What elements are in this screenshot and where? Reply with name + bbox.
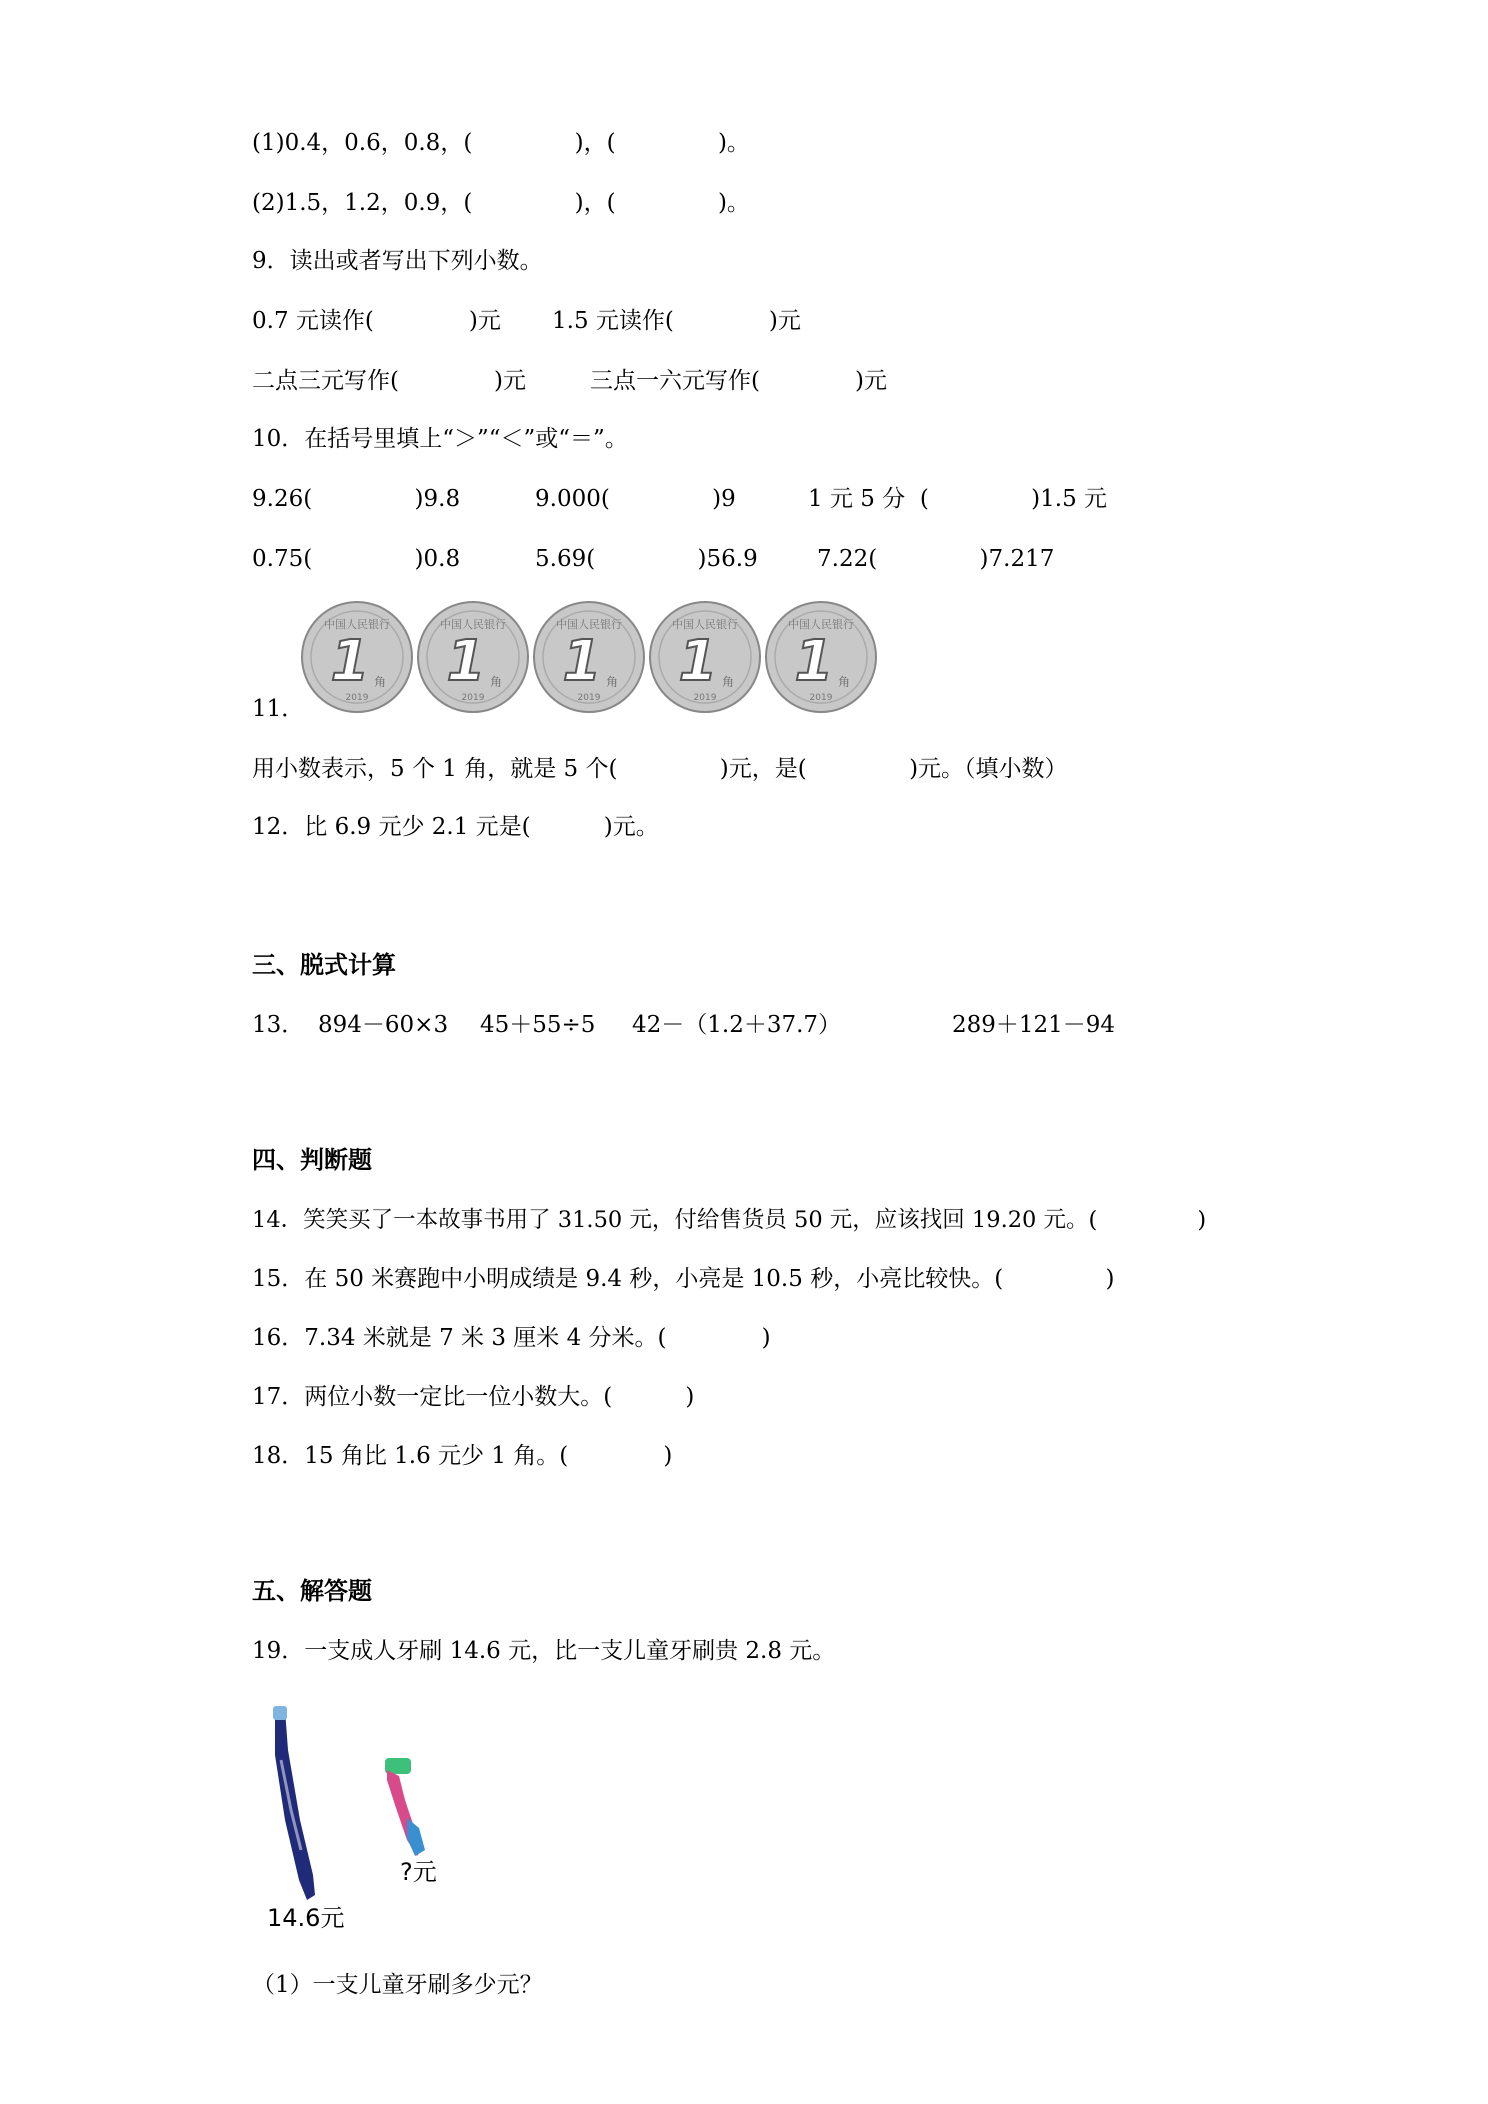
coin-icon [532,600,646,714]
adult-toothbrush-icon [273,1706,315,1900]
q12-text: 12．比 6.9 元少 2.1 元是( )元。 [252,814,659,840]
q10-compare-4: 0.75( )0.8 [252,546,461,572]
coin-year: 2019 [345,693,369,703]
toothbrush-figure [255,1700,515,1930]
coin-icon [764,600,878,714]
q10-compare-5: 5.69( )56.9 [535,546,758,572]
coin-unit: 角 [837,675,851,689]
q18-text: 18．15 角比 1.6 元少 1 角。( ) [252,1443,673,1469]
coin-icon [300,600,414,714]
coin-unit: 角 [373,675,387,689]
q10-compare-2: 9.000( )9 [535,486,736,512]
q14-text: 14．笑笑买了一本故事书用了 31.50 元，付给售货员 50 元，应该找回 19.20 元。( ) [252,1207,1207,1233]
coin-value: 1 [794,629,834,694]
coin-year: 2019 [693,693,717,703]
coin-icon [416,600,530,714]
coin-value: 1 [678,629,718,694]
coin-year: 2019 [809,693,833,703]
coin-year: 2019 [461,693,485,703]
q9-title: 9．读出或者写出下列小数。 [252,248,543,274]
q10-compare-1: 9.26( )9.8 [252,486,461,512]
q15-text: 15．在 50 米赛跑中小明成绩是 9.4 秒，小亮是 10.5 秒，小亮比较快。( ) [252,1266,1115,1292]
coin-unit: 角 [721,675,735,689]
coin-value: 1 [446,629,486,694]
q10-compare-3: 1 元 5 分 ( )1.5 元 [808,486,1108,512]
section-4-title: 四、判断题 [252,1146,372,1174]
q13-expression-2: 45＋55÷5 [480,1012,596,1038]
q9-item-1: 0.7 元读作( )元 [252,308,501,334]
q13-expression-3: 42－（1.2＋37.7） [632,1012,842,1038]
coin-value: 1 [562,629,602,694]
q9-item-2: 1.5 元读作( )元 [552,308,801,334]
q8-line-1: (1)0.4，0.6，0.8，( )，( )。 [252,130,750,156]
adult-price-label: 14.6元 [267,1904,345,1932]
q10-compare-6: 7.22( )7.217 [817,546,1055,572]
q11-number: 11． [252,696,305,722]
child-price-label: ?元 [400,1858,437,1886]
q19-text: 19．一支成人牙刷 14.6 元，比一支儿童牙刷贵 2.8 元。 [252,1638,836,1664]
child-toothbrush-icon [385,1758,425,1856]
q9-item-4: 三点一六元写作( )元 [590,368,887,394]
q16-text: 16．7.34 米就是 7 米 3 厘米 4 分米。( ) [252,1325,771,1351]
coin-arc-text: 中国人民银行 [440,618,506,631]
coin-arc-text: 中国人民银行 [324,618,390,631]
coin-unit: 角 [605,675,619,689]
coin-unit: 角 [489,675,503,689]
coin-row [300,600,900,725]
section-3-title: 三、脱式计算 [252,951,396,979]
q10-title: 10．在括号里填上“＞”“＜”或“＝”。 [252,426,628,452]
q17-text: 17．两位小数一定比一位小数大。( ) [252,1384,695,1410]
q9-item-3: 二点三元写作( )元 [252,368,526,394]
coin-icon [648,600,762,714]
coin-arc-text: 中国人民银行 [672,618,738,631]
q13-number: 13． [252,1012,305,1038]
q19-sub-question-1: （1）一支儿童牙刷多少元？ [252,1972,543,1998]
q11-text: 用小数表示，5 个 1 角，就是 5 个( )元，是( )元。（填小数） [252,756,1068,782]
coin-value: 1 [330,629,370,694]
q8-line-2: (2)1.5，1.2，0.9，( )，( )。 [252,190,750,216]
section-5-title: 五、解答题 [252,1577,372,1605]
coin-arc-text: 中国人民银行 [788,618,854,631]
coin-arc-text: 中国人民银行 [556,618,622,631]
q13-expression-4: 289＋121－94 [952,1012,1116,1038]
toothbrush-illustration [255,1700,515,1930]
coin-year: 2019 [577,693,601,703]
q13-expression-1: 894－60×3 [318,1012,449,1038]
